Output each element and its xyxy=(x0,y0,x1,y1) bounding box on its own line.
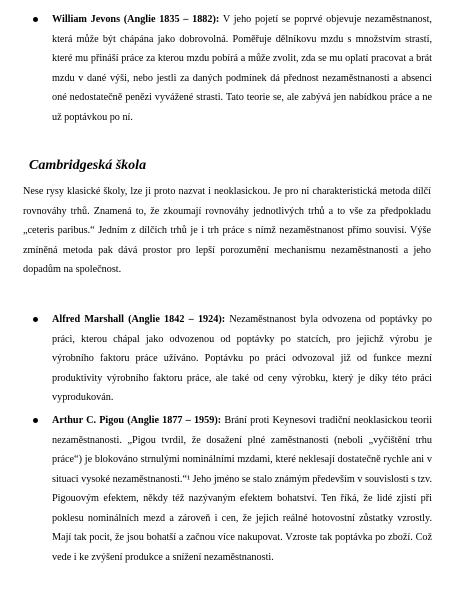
marshall-text: Nezaměstnanost byla odvozena od poptávky po práci, kterou chápal jako odvozenou od poptávky po statcích, pro jejichž výrobu je výrobního faktoru práce užíváno. Poptávku po práci odvozoval již od funkce mezní produktivity výrobního faktoru práce, ale také od ceny výrobku, který je díky této práci vyprodukován. xyxy=(52,314,433,403)
marshall-paragraph xyxy=(52,310,432,408)
jevons-paragraph xyxy=(52,10,432,127)
pigou-text: Brání proti Keynesovi tradiční neoklasickou teorii nezaměstnanosti. „Pigou tvrdil, že dosažení plné zaměstnanosti (neboli „vyčištění trhu práce“) je blokováno strnulými nominálními mzdami, které neklesají dostatečně rychle ani v situaci vysoké nezaměstnanosti.“¹ Jeho jméno se stalo známým především v souvislosti s tzv. Pigouovým efektem, někdy též nazývaným efektem bohatství. Ten říká, že lidé zjistí při poklesu nominálních mezd a zároveň i cen, že jejich reálné hotovostní zůstatky vzrostly. Mají tak pocit, že jsou bohatší a začnou více nakupovat. Vzroste tak poptávka po zboží. Což vede i ke zvýšení produkce a snížení nezaměstnanosti. xyxy=(52,415,433,563)
section-paragraph: Nese rysy klasické školy, lze ji proto nazvat i neoklasickou. Je pro ni charakteristická metoda dílčí rovnováhy trhů. Znamená to, že zkoumají rovnováhy jednotlivých trhů a to vše za předpokladu „ceteris paribus.“ Jedním z dílčích trhů je i trh práce s nímž nezaměstnanost přímo souvisí. Výše zmíněná metoda pak dává prostor pro lepší porozumění mechanismu nezaměstnanosti a jeho dopadům na společnost. xyxy=(23,186,431,275)
jevons-text: V jeho pojetí se poprvé objevuje nezaměstnanost, která může být chápána jako dobrovolná. Poměřuje dělníkovu mzdu s množstvím strastí, které mu přináší práce za kterou mzdu pobírá a může zvolit, zda se mu oplatí pracovat a brát mzdu v dané výši, nebo jestli za daných podmínek dá přednost nezaměstnanosti a absenci oné nedostatečně penězi vyvážené strasti. Tato teorie se, ale zabývá jen nabídkou práce a ne už poptávkou po ní. xyxy=(52,14,432,123)
section-heading: Cambridgeská škola xyxy=(29,158,147,173)
bullet-icon xyxy=(33,317,38,322)
jevons-name: William Jevons (Anglie 1835 – 1882): xyxy=(52,14,220,25)
bullet-icon xyxy=(33,17,38,22)
marshall-name: Alfred Marshall (Anglie 1842 – 1924): xyxy=(52,314,226,325)
bullet-icon xyxy=(33,418,38,423)
pigou-name: Arthur C. Pigou (Anglie 1877 – 1959): xyxy=(52,415,222,426)
pigou-paragraph xyxy=(52,411,432,567)
